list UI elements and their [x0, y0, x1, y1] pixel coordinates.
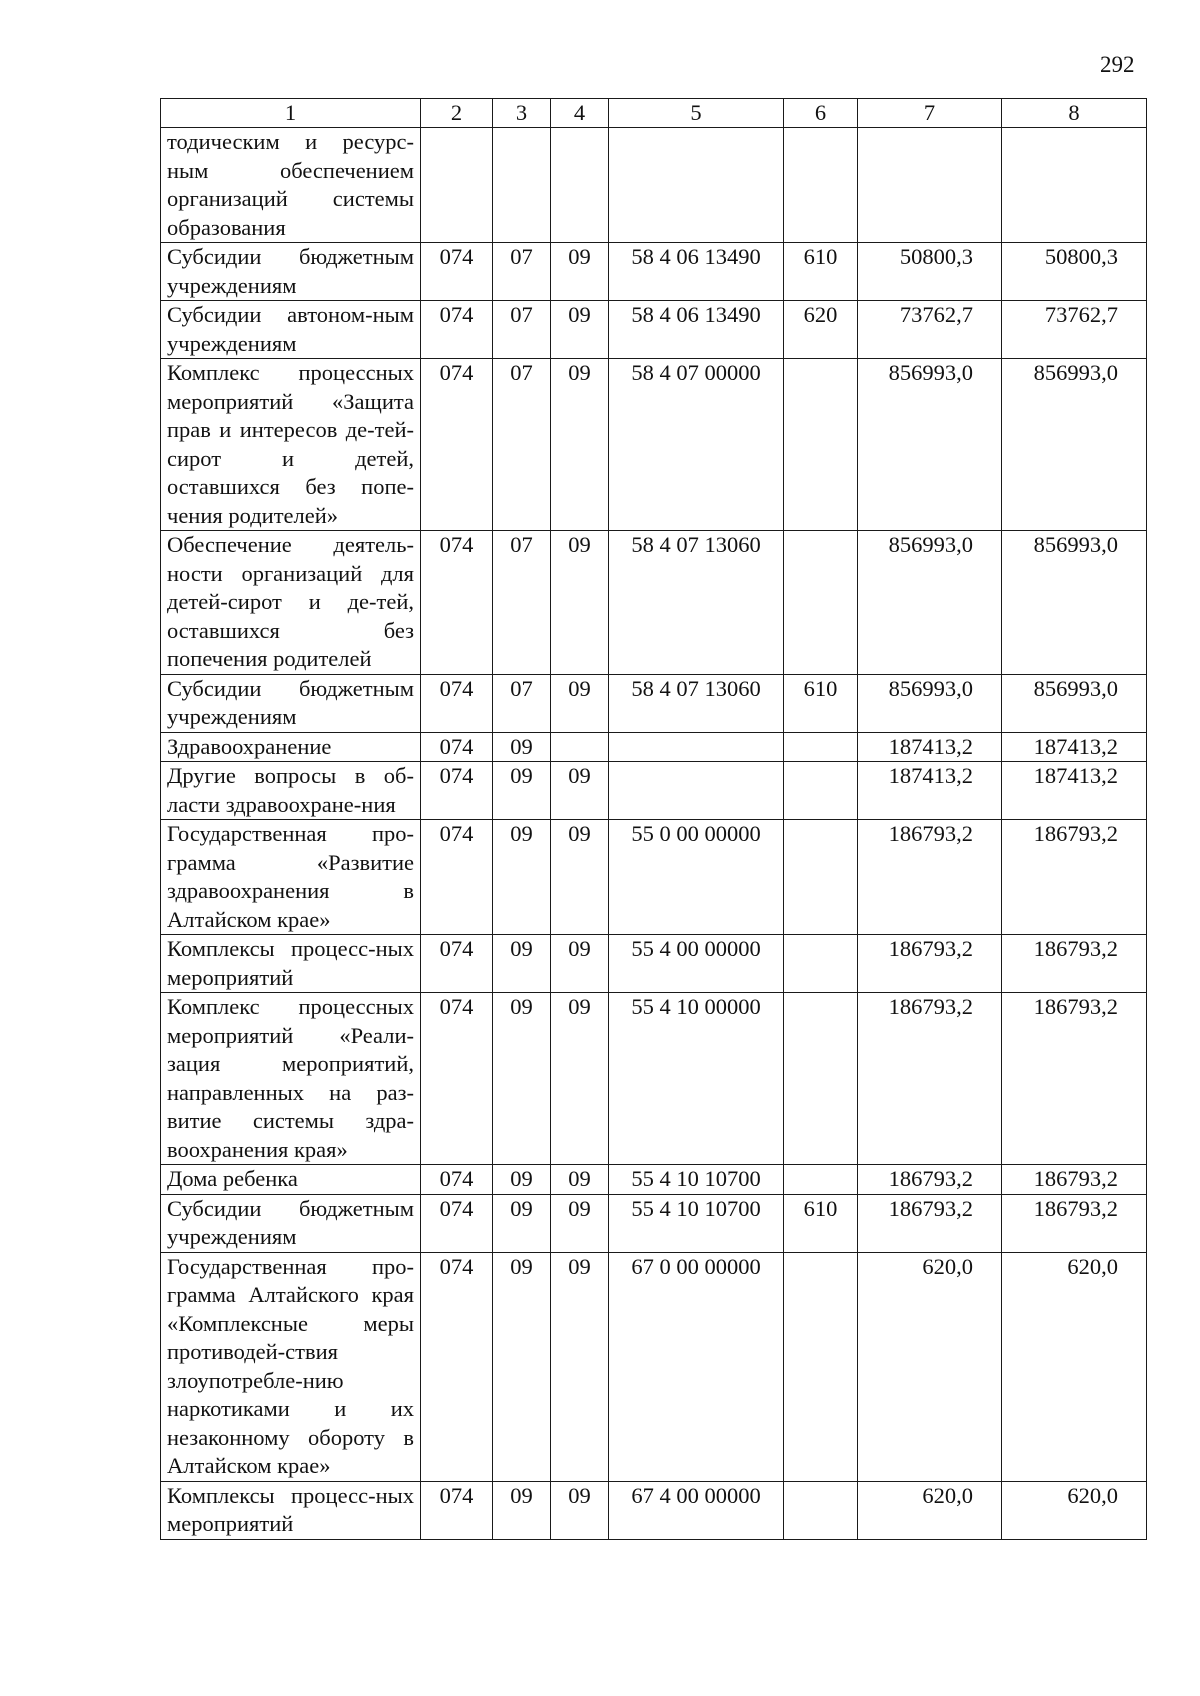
amount-cell: 856993,0: [1002, 531, 1147, 675]
column-header: 5: [609, 99, 784, 128]
subsection-cell: 09: [551, 762, 609, 820]
amount-cell: 186793,2: [1002, 820, 1147, 935]
expense-type-cell: [784, 935, 858, 993]
column-header: 7: [858, 99, 1002, 128]
table-row: [161, 674, 1147, 732]
expense-type-cell: [784, 820, 858, 935]
table-row: [161, 820, 1147, 935]
section-cell: 09: [493, 1194, 551, 1252]
amount-cell: 187413,2: [1002, 762, 1147, 820]
amount-cell: 50800,3: [1002, 243, 1147, 301]
section-cell: 09: [493, 762, 551, 820]
row-name-cell: Комплекс процессных мероприятий «Защита прав и интересов де-тей-сирот и детей, оставшихся без попе-чения родителей»: [161, 359, 421, 531]
amount-cell: 50800,3: [858, 243, 1002, 301]
ministry-code-cell: 074: [421, 1165, 493, 1195]
target-article-cell: 55 4 10 10700: [609, 1194, 784, 1252]
column-header: 8: [1002, 99, 1147, 128]
ministry-code-cell: 074: [421, 1194, 493, 1252]
amount-cell: 186793,2: [1002, 1194, 1147, 1252]
ministry-code-cell: [421, 128, 493, 243]
section-cell: 07: [493, 301, 551, 359]
expense-type-cell: [784, 762, 858, 820]
column-header: 1: [161, 99, 421, 128]
row-name-cell: Комплекс процессных мероприятий «Реали-зация мероприятий, направленных на раз-витие системы здра-воохранения края»: [161, 993, 421, 1165]
expense-type-cell: [784, 732, 858, 762]
ministry-code-cell: 074: [421, 1252, 493, 1481]
row-name-cell: Субсидии бюджетным учреждениям: [161, 243, 421, 301]
ministry-code-cell: 074: [421, 301, 493, 359]
subsection-cell: 09: [551, 1252, 609, 1481]
section-cell: 09: [493, 1252, 551, 1481]
table-row: [161, 993, 1147, 1165]
amount-cell: 187413,2: [858, 762, 1002, 820]
target-article-cell: 55 4 10 00000: [609, 993, 784, 1165]
row-name-cell: Другие вопросы в об-ласти здравоохране-ния: [161, 762, 421, 820]
section-cell: 07: [493, 531, 551, 675]
expense-type-cell: [784, 993, 858, 1165]
column-header: 6: [784, 99, 858, 128]
expense-type-cell: [784, 359, 858, 531]
amount-cell: 73762,7: [1002, 301, 1147, 359]
table-row: [161, 359, 1147, 531]
expense-type-cell: [784, 1481, 858, 1539]
table-row: [161, 1252, 1147, 1481]
amount-cell: 187413,2: [858, 732, 1002, 762]
table-row: [161, 531, 1147, 675]
ministry-code-cell: 074: [421, 820, 493, 935]
subsection-cell: 09: [551, 674, 609, 732]
amount-cell: [1002, 128, 1147, 243]
section-cell: 09: [493, 1481, 551, 1539]
amount-cell: 186793,2: [1002, 935, 1147, 993]
amount-cell: 186793,2: [858, 1165, 1002, 1195]
target-article-cell: 58 4 06 13490: [609, 243, 784, 301]
subsection-cell: [551, 732, 609, 762]
target-article-cell: 67 0 00 00000: [609, 1252, 784, 1481]
target-article-cell: [609, 762, 784, 820]
row-name-cell: Субсидии бюджетным учреждениям: [161, 1194, 421, 1252]
expense-type-cell: 610: [784, 1194, 858, 1252]
amount-cell: 73762,7: [858, 301, 1002, 359]
ministry-code-cell: 074: [421, 993, 493, 1165]
table-body: [161, 128, 1147, 1540]
amount-cell: [858, 128, 1002, 243]
target-article-cell: 58 4 07 13060: [609, 531, 784, 675]
section-cell: 09: [493, 732, 551, 762]
ministry-code-cell: 074: [421, 243, 493, 301]
subsection-cell: 09: [551, 1194, 609, 1252]
target-article-cell: 67 4 00 00000: [609, 1481, 784, 1539]
expense-type-cell: 610: [784, 674, 858, 732]
expense-type-cell: 610: [784, 243, 858, 301]
subsection-cell: [551, 128, 609, 243]
target-article-cell: 58 4 06 13490: [609, 301, 784, 359]
table-row: [161, 243, 1147, 301]
subsection-cell: 09: [551, 1165, 609, 1195]
amount-cell: 186793,2: [858, 820, 1002, 935]
section-cell: 09: [493, 1165, 551, 1195]
section-cell: 07: [493, 359, 551, 531]
ministry-code-cell: 074: [421, 1481, 493, 1539]
amount-cell: 186793,2: [1002, 993, 1147, 1165]
subsection-cell: 09: [551, 935, 609, 993]
amount-cell: 856993,0: [1002, 674, 1147, 732]
column-header: 3: [493, 99, 551, 128]
expense-type-cell: [784, 128, 858, 243]
column-header: 4: [551, 99, 609, 128]
row-name-cell: Здравоохранение: [161, 732, 421, 762]
amount-cell: 620,0: [858, 1481, 1002, 1539]
row-name-cell: Государственная про-грамма Алтайского края «Комплексные меры противодей-ствия злоупотребле-нию наркотиками и их незаконному обороту в Алтайском крае»: [161, 1252, 421, 1481]
amount-cell: 856993,0: [858, 531, 1002, 675]
row-name-cell: Комплексы процесс-ных мероприятий: [161, 935, 421, 993]
table-row: [161, 935, 1147, 993]
subsection-cell: 09: [551, 1481, 609, 1539]
target-article-cell: 55 4 10 10700: [609, 1165, 784, 1195]
table-row: [161, 128, 1147, 243]
ministry-code-cell: 074: [421, 935, 493, 993]
column-header: 2: [421, 99, 493, 128]
subsection-cell: 09: [551, 531, 609, 675]
ministry-code-cell: 074: [421, 732, 493, 762]
amount-cell: 620,0: [1002, 1252, 1147, 1481]
subsection-cell: 09: [551, 359, 609, 531]
budget-table: [160, 98, 1147, 1540]
target-article-cell: 55 0 00 00000: [609, 820, 784, 935]
amount-cell: 856993,0: [1002, 359, 1147, 531]
page-number: 292: [1100, 52, 1135, 77]
expense-type-cell: [784, 1252, 858, 1481]
target-article-cell: 55 4 00 00000: [609, 935, 784, 993]
amount-cell: 856993,0: [858, 674, 1002, 732]
table-row: [161, 301, 1147, 359]
amount-cell: 186793,2: [858, 993, 1002, 1165]
table-row: [161, 1481, 1147, 1539]
amount-cell: 187413,2: [1002, 732, 1147, 762]
subsection-cell: 09: [551, 301, 609, 359]
target-article-cell: 58 4 07 00000: [609, 359, 784, 531]
ministry-code-cell: 074: [421, 762, 493, 820]
expense-type-cell: [784, 1165, 858, 1195]
target-article-cell: [609, 128, 784, 243]
row-name-cell: тодическим и ресурс-ным обеспечением организаций системы образования: [161, 128, 421, 243]
target-article-cell: 58 4 07 13060: [609, 674, 784, 732]
section-cell: 09: [493, 935, 551, 993]
section-cell: 07: [493, 674, 551, 732]
row-name-cell: Дома ребенка: [161, 1165, 421, 1195]
table-row: [161, 732, 1147, 762]
table-row: [161, 1194, 1147, 1252]
section-cell: 07: [493, 243, 551, 301]
row-name-cell: Субсидии автоном-ным учреждениям: [161, 301, 421, 359]
section-cell: 09: [493, 820, 551, 935]
section-cell: 09: [493, 993, 551, 1165]
table-row: [161, 1165, 1147, 1195]
expense-type-cell: 620: [784, 301, 858, 359]
expense-type-cell: [784, 531, 858, 675]
target-article-cell: [609, 732, 784, 762]
amount-cell: 186793,2: [1002, 1165, 1147, 1195]
amount-cell: 856993,0: [858, 359, 1002, 531]
subsection-cell: 09: [551, 820, 609, 935]
ministry-code-cell: 074: [421, 531, 493, 675]
ministry-code-cell: 074: [421, 674, 493, 732]
row-name-cell: Комплексы процесс-ных мероприятий: [161, 1481, 421, 1539]
table-header-row: [161, 99, 1147, 128]
section-cell: [493, 128, 551, 243]
subsection-cell: 09: [551, 243, 609, 301]
amount-cell: 186793,2: [858, 935, 1002, 993]
row-name-cell: Обеспечение деятель-ности организаций для детей-сирот и де-тей, оставшихся без попечения родителей: [161, 531, 421, 675]
ministry-code-cell: 074: [421, 359, 493, 531]
amount-cell: 186793,2: [858, 1194, 1002, 1252]
row-name-cell: Государственная про-грамма «Развитие здравоохранения в Алтайском крае»: [161, 820, 421, 935]
table-row: [161, 762, 1147, 820]
amount-cell: 620,0: [1002, 1481, 1147, 1539]
amount-cell: 620,0: [858, 1252, 1002, 1481]
row-name-cell: Субсидии бюджетным учреждениям: [161, 674, 421, 732]
subsection-cell: 09: [551, 993, 609, 1165]
